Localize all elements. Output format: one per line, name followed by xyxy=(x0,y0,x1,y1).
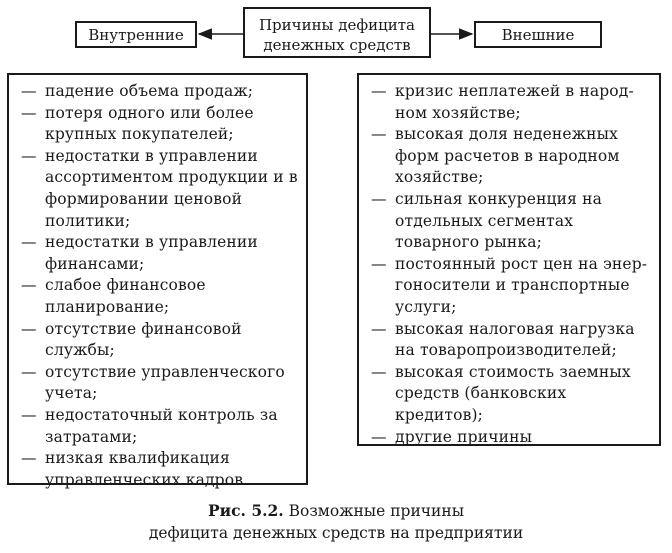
central-title-line-1: Причины дефицита xyxy=(258,16,416,34)
internal-cause-item: — отсутствие управленческого учета; xyxy=(21,362,298,405)
caption-line-1: Возможные причины xyxy=(288,502,465,520)
internal-cause-item: — низкая квалификация управленческих кадров xyxy=(21,448,298,491)
external-cause-item: — другие причины xyxy=(371,427,651,449)
internal-cause-item: — потеря одного или более крупных покупателей; xyxy=(21,103,298,146)
figure-number: Рис. 5.2. xyxy=(207,501,284,520)
external-causes-list xyxy=(359,75,659,448)
central-topic-box xyxy=(243,7,431,58)
external-cause-item: — высокая налоговая нагрузка на товаропроизводителей; xyxy=(371,319,651,362)
external-cause-item: — кризис неплатежей в народном хозяйстве; xyxy=(371,81,651,124)
external-cause-item: — высокая доля неденежных форм расчетов в народном хозяйстве; xyxy=(371,124,651,189)
internal-cause-item: — отсутствие финансовой службы; xyxy=(21,319,298,362)
internal-causes-header xyxy=(75,21,197,48)
external-causes-box xyxy=(357,73,661,446)
internal-cause-item: — слабое финансовое планирование; xyxy=(21,275,298,318)
internal-cause-item: — недостатки в управлении финансами; xyxy=(21,232,298,275)
external-cause-item: — высокая стоимость заемных средств (банковских кредитов); xyxy=(371,362,651,427)
internal-causes-box xyxy=(7,73,308,489)
external-cause-item: — постоянный рост цен на энергоносители и транспортные услуги; xyxy=(371,254,651,319)
internal-cause-item: — недостатки в управлении ассортиментом продукции и в формировании ценовой политики; xyxy=(21,146,298,232)
central-title-line-2: денежных средств xyxy=(263,36,411,54)
internal-cause-item: — недостаточный контроль за затратами; xyxy=(21,405,298,448)
figure-caption xyxy=(0,500,672,544)
caption-line-2: дефицита денежных средств на предприятии xyxy=(148,524,524,542)
internal-cause-item: — падение объема продаж; xyxy=(21,81,298,103)
external-header-label: Внешние xyxy=(501,26,575,44)
external-cause-item: — сильная конкуренция на отдельных сегментах товарного рынка; xyxy=(371,189,651,254)
external-causes-header xyxy=(474,21,602,48)
internal-causes-list xyxy=(9,75,306,491)
internal-header-label: Внутренние xyxy=(88,26,184,44)
